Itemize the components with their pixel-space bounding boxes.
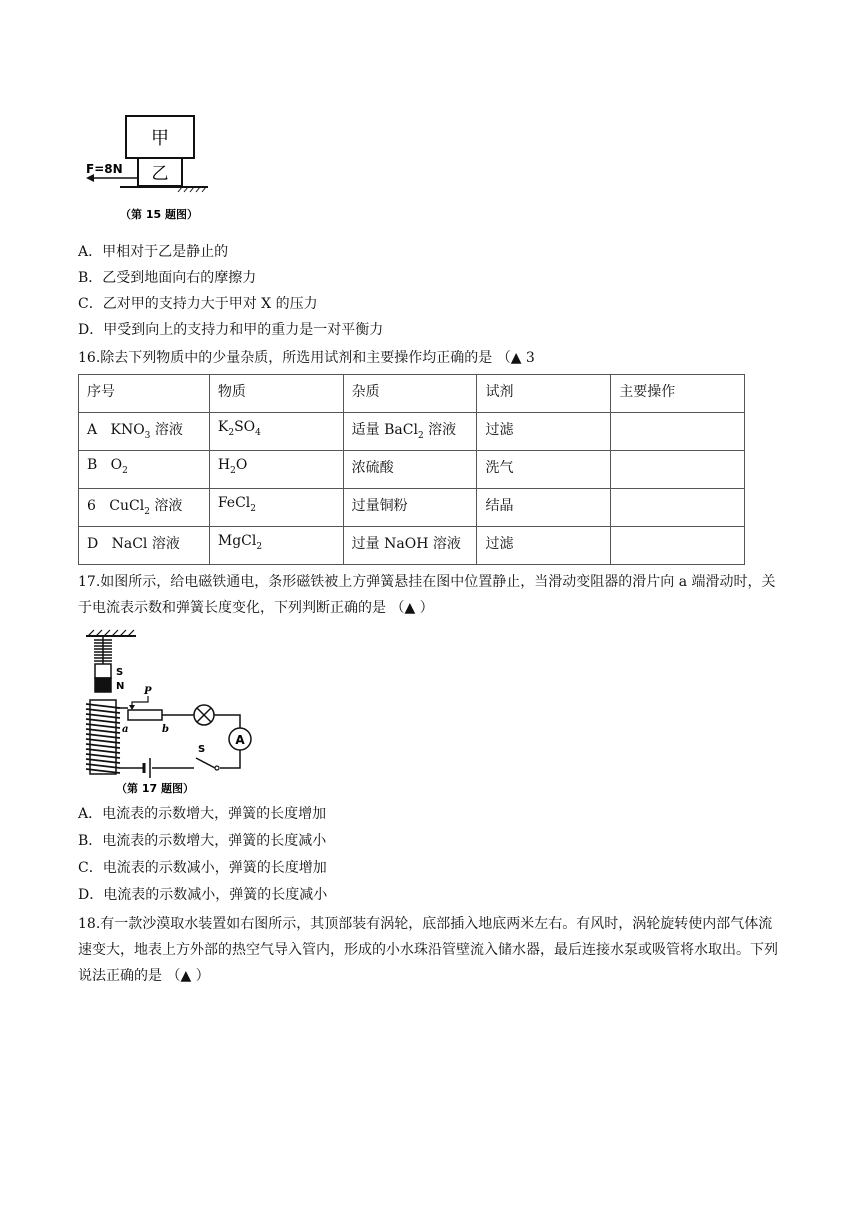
cell-reagent: 浓硫酸 [343, 451, 477, 489]
switch-contact [215, 766, 219, 770]
ammeter-label: A [235, 733, 245, 747]
figure-q15 [80, 110, 220, 225]
block-jia-label: 甲 [151, 128, 169, 149]
cell-reagent: 适量 BaCl$_2$ 溶液 [343, 413, 477, 451]
cell-id: D NaCl 溶液 [79, 527, 210, 565]
q15-option-c[interactable]: C．乙对甲的支持力大于甲对 X 的压力 [78, 296, 318, 312]
force-label: F=8N [86, 162, 123, 176]
cell-extra [611, 527, 745, 565]
magnet-n-half [95, 678, 111, 692]
header-impurity: 杂质 [343, 375, 477, 413]
table-row [79, 451, 745, 489]
header-id: 序号 [79, 375, 210, 413]
switch-lever [196, 758, 215, 768]
q15-option-b[interactable]: B．乙受到地面向右的摩擦力 [78, 270, 257, 286]
cell-impurity: FeCl$_2$ [209, 489, 343, 527]
block-yi-label: 乙 [151, 164, 169, 184]
cell-reagent: 过量 NaOH 溶液 [343, 527, 477, 565]
cell-id: A $KNO_3$ 溶液 [79, 413, 210, 451]
cell-operation: 洗气 [477, 451, 611, 489]
magnet-n-label: N [116, 681, 125, 692]
q17-option-b[interactable]: B．电流表的示数增大，弹簧的长度减小 [78, 833, 327, 849]
cell-extra [611, 451, 745, 489]
q16-stem: 16.除去下列物质中的少量杂质，所选用试剂和主要操作均正确的是 （▲ 3 [78, 350, 535, 366]
q17-option-d[interactable]: D．电流表的示数减小，弹簧的长度减小 [78, 887, 328, 903]
table-row [79, 413, 745, 451]
q15-option-d[interactable]: D．甲受到向上的支持力和甲的重力是一对平衡力 [78, 322, 384, 338]
cell-impurity: $K_2SO_4$ [209, 413, 343, 451]
magnet-s-half [95, 664, 111, 678]
cell-extra [611, 489, 745, 527]
switch-label: S [198, 744, 206, 755]
slider-wire [132, 696, 148, 708]
cell-impurity: MgCl$_2$ [209, 527, 343, 565]
caption-q17: （第 17 题图） [116, 782, 194, 795]
q15-option-a[interactable]: A．甲相对于乙是静止的 [78, 244, 229, 260]
table-row [79, 489, 745, 527]
cell-operation: 结晶 [477, 489, 611, 527]
slider-label: P [144, 686, 152, 697]
rheostat [128, 710, 162, 720]
cell-id: B $O_2$ [79, 451, 210, 489]
header-operation: 主要操作 [611, 375, 745, 413]
magnet-s-label: S [116, 667, 124, 678]
q16-table [78, 374, 745, 565]
q18-stem: 18.有一款沙漠取水装置如右图所示，其顶部装有涡轮，底部插入地底两米左右。有风时，涡轮旋转使内部气体流速变大，地表上方外部的热空气导入管内，形成的小水珠沿管壁流入储水器，最后连接水泵或吸管将水取出。下列说法正确的是 （▲ ） [78, 916, 778, 984]
table-header-row [79, 375, 745, 413]
end-a-label: a [122, 724, 129, 735]
q17-option-a[interactable]: A．电流表的示数增大，弹簧的长度增加 [78, 806, 327, 822]
wire-lamp-ammeter [214, 715, 240, 728]
cell-id: 6 CuCl$_2$ 溶液 [79, 489, 210, 527]
spring [94, 636, 112, 664]
figure-q17 [80, 628, 280, 798]
q17-stem: 17.如图所示，给电磁铁通电，条形磁铁被上方弹簧悬挂在图中位置静止，当滑动变阻器的滑片向 a 端滑动时，关于电流表示数和弹簧长度变化，下列判断正确的是 （▲ ） [78, 574, 776, 616]
header-substance: 物质 [209, 375, 343, 413]
table-row [79, 527, 745, 565]
cell-extra [611, 413, 745, 451]
cell-operation: 过滤 [477, 527, 611, 565]
cell-impurity: $H_2O$ [209, 451, 343, 489]
wire-bottom-right [220, 750, 240, 768]
q17-option-c[interactable]: C．电流表的示数减小，弹簧的长度增加 [78, 860, 327, 876]
end-b-label: b [162, 724, 169, 735]
cell-operation: 过滤 [477, 413, 611, 451]
cell-reagent: 过量铜粉 [343, 489, 477, 527]
header-reagent: 试剂 [477, 375, 611, 413]
caption-q15: （第 15 题图） [120, 208, 198, 221]
